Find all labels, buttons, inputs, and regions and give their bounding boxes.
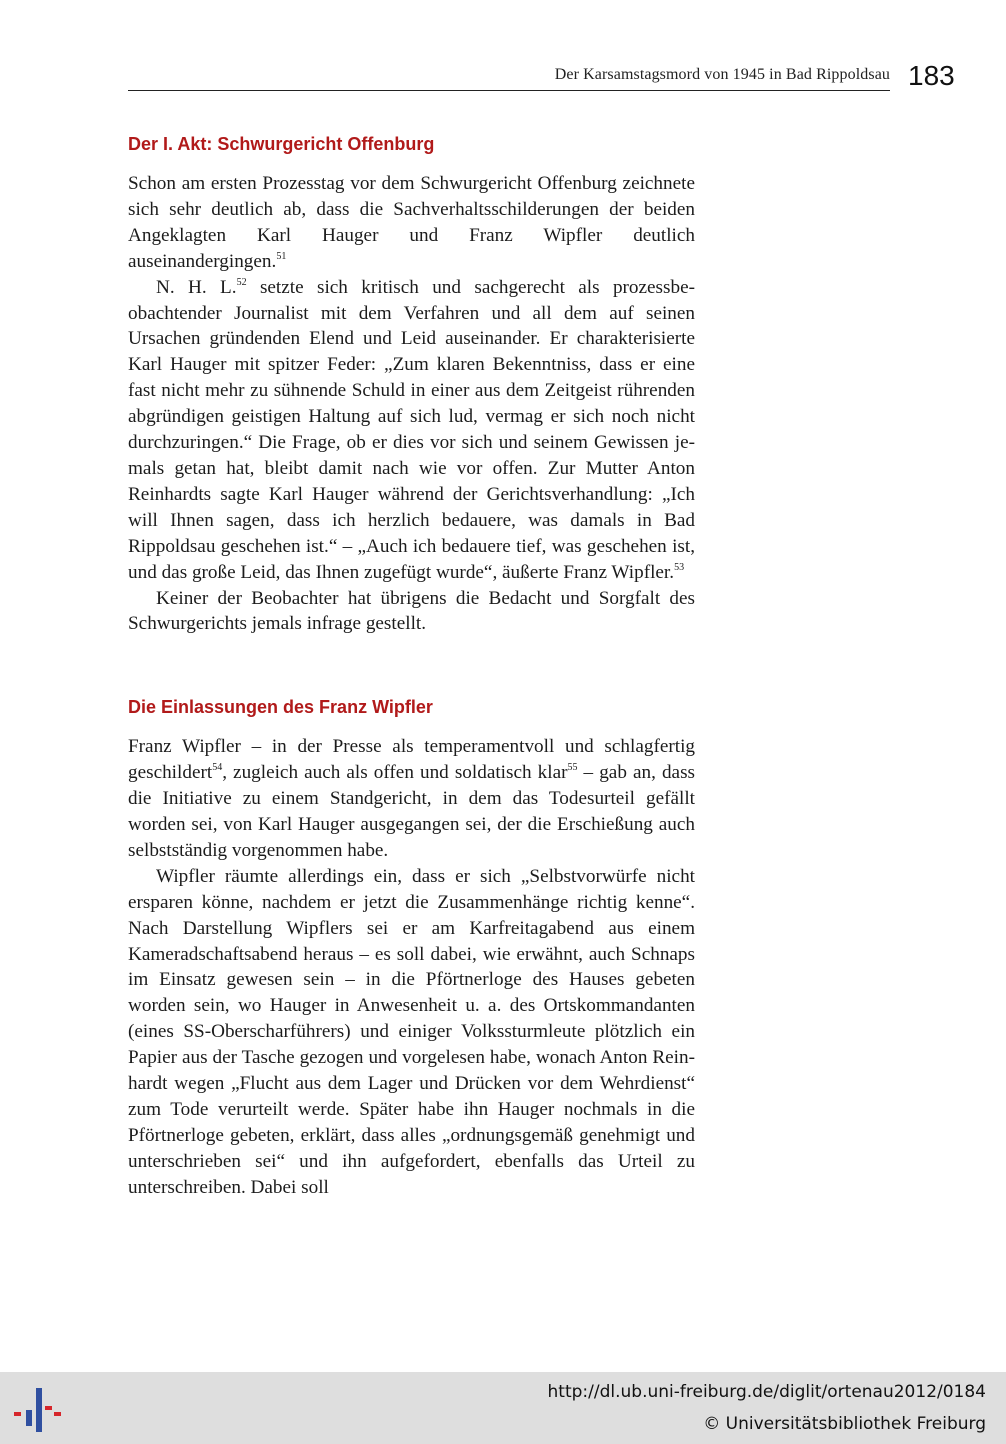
paragraph: Franz Wipfler – in der Presse als temperamentvoll und schlagfertig geschildert$^{54}$, zugleich auch als offen und soldatisch klar$^{55}$ – gab an, dass die Initiative zu einem Standgericht, in dem das Todesurteil gefällt worden sei, von Karl Hauger ausgegangen sei, der die Erschießung auch selbstständig vorgenommen habe. [128,736,696,861]
paragraph: Keiner der Beobachter hat übrigens die Bedacht und Sorgfalt des Schwurgerichts jemals infrage gestellt. [128,587,695,635]
footnote-ref: 55 [567,762,578,774]
footnote-ref: 52 [236,276,247,288]
page-number: 183 [908,60,955,91]
copyright-text: © Universitätsbibliothek Freiburg [703,1414,986,1434]
source-url-link[interactable]: http://dl.ub.uni-freiburg.de/diglit/ortenau2012/0184 [547,1382,986,1402]
section-heading-einlassungen: Die Einlassungen des Franz Wipfler [128,697,433,718]
running-head [128,62,890,91]
footnote-ref: 53 [674,561,685,573]
page-body [128,128,695,1201]
ub-freiburg-logo-icon [12,1384,64,1432]
paragraph: Wipfler räumte allerdings ein, dass er sich „Selbstvorwürfe nicht ersparen könne, nachdem er jetzt die Zusammenhänge richtig kenne“. Nach Darstellung Wipflers sei er am Karfreitagabend aus einem Kameradschaftsabend heraus – es soll dabei, wie erwähnt, auch Schnaps im Einsatz gewesen sein – in die Pförtnerloge des Hauses gebeten worden sein, wo Hauger in Anwesenheit u. a. des Ortskommandanten (eines SS-Oberscharführers) und einiger Volkssturmleute plötzlich ein Papier aus der Tasche gezogen und vorgelesen habe, wonach Anton Reinhardt wegen „Flucht aus dem Lager und Drücken vor dem Wehrdienst“ zum Tode verurteilt werde. Später habe ihn Hauger nochmals in die Pförtnerloge gebeten, erklärt, dass alles „ordnungsgemäß genehmigt und unterschrieben sei“ und ihn aufgefordert, ebenfalls das Urteil zu unterschreiben. Dabei soll [128,865,695,1198]
footnote-ref: 54 [212,762,223,774]
paragraph: N. H. L.$^{52}$ setzte sich kritisch und sachgerecht als prozessbeobachtender Journalist mit dem Verfahren und all dem auf seinen Ursachen gründenden Elend und Leid auseinander. Er charakterisierte Karl Hauger mit spitzer Feder: „Zum klaren Bekenntniss, dass er eine fast nicht mehr zu sühnende Schuld in einer aus dem Zeitgeist rührenden abgründigen geistigen Haltung auf sich lud, vermag er sich noch nicht durchzuringen.“ Die Frage, ob er dies vor sich und seinem Gewissen jemals getan hat, bleibt damit nach wie vor offen. Zur Mutter Anton Reinhardts sagte Karl Hauger während der Gerichtsverhandlung: „Ich will Ihnen sagen, dass ich herzlich bedauere, was damals in Bad Rippoldsau geschehen ist.“ – „Auch ich bedauere tief, was geschehen ist, und das große Leid, das Ihnen zugefügt wurde“, äußerte Franz Wipfler.$^{53}$ [128,276,695,583]
section-heading-schwurgericht: Der I. Akt: Schwurgericht Offenburg [128,134,435,154]
paragraph: Schon am ersten Prozesstag vor dem Schwurgericht Offenburg zeichnete sich sehr deutlich ab, dass die Sachverhaltsschilderungen der beiden Angeklagten Karl Hauger und Franz Wipfler deutlich auseinandergingen.$^{51}$ [128,173,695,272]
footer-bar [0,1372,1006,1444]
footnote-ref: 51 [276,250,287,262]
running-title: Der Karsamstagsmord von 1945 in Bad Rippoldsau [554,66,890,83]
